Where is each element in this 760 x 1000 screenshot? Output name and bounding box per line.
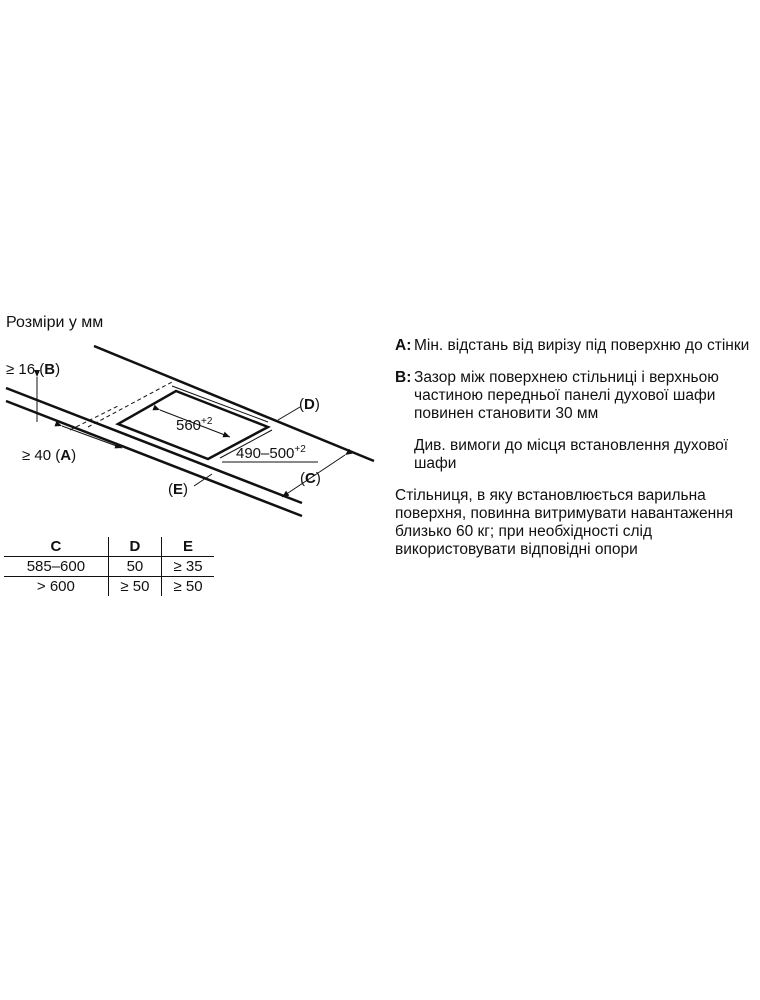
label-e: (E)	[168, 481, 189, 498]
label-depth: $490-500^{+2}$	[236, 444, 306, 462]
label-d: (D)	[299, 396, 320, 413]
note-b-text: Зазор між поверхнею стільниці і верхньою частиною передньої панелі духової шафи повинен становити 30 мм	[414, 369, 719, 422]
note-worktop-load: Стільниця, в яку встановлюється варильна поверхня, повинна витримувати навантаження близько 60 кг; при необхідності слід використовувати відповідні опори	[395, 487, 734, 558]
table-row	[4, 577, 214, 597]
table-row	[4, 557, 214, 577]
dashed-guide-back	[88, 382, 172, 427]
note-a	[395, 337, 755, 355]
note-oven-reference: Див. вимоги до місця встановлення духової шафи	[414, 437, 729, 472]
cutout-diagram	[0, 330, 390, 530]
table-header: C	[4, 537, 108, 557]
table-header: D	[108, 537, 161, 557]
table-cell: ≥ 50	[108, 577, 161, 597]
table-cell: ≥ 50	[162, 577, 214, 597]
notes-panel	[395, 337, 755, 559]
table-cell: ≥ 35	[162, 557, 214, 577]
note-b	[395, 369, 755, 423]
note-a-key: A:	[395, 337, 412, 354]
table-cell: > 600	[36, 578, 75, 595]
label-width: $560^{+2}$	[176, 416, 213, 434]
note-a-text: Мін. відстань від вирізу під поверхню до стінки	[414, 337, 750, 354]
d-leader	[278, 407, 300, 420]
table-cell: 50	[108, 557, 161, 577]
note-b-key: B:	[395, 369, 412, 386]
dashed-guide-front	[70, 405, 120, 430]
units-caption: Розміри у мм	[6, 314, 104, 331]
label-b: ≥ 16 (B)	[6, 361, 61, 378]
label-c: (C)	[300, 470, 321, 487]
label-a: ≥ 40 (A)	[22, 447, 77, 464]
table-cell: 585–600	[4, 557, 108, 577]
table-header: E	[162, 537, 214, 557]
dimensions-table	[4, 537, 214, 596]
